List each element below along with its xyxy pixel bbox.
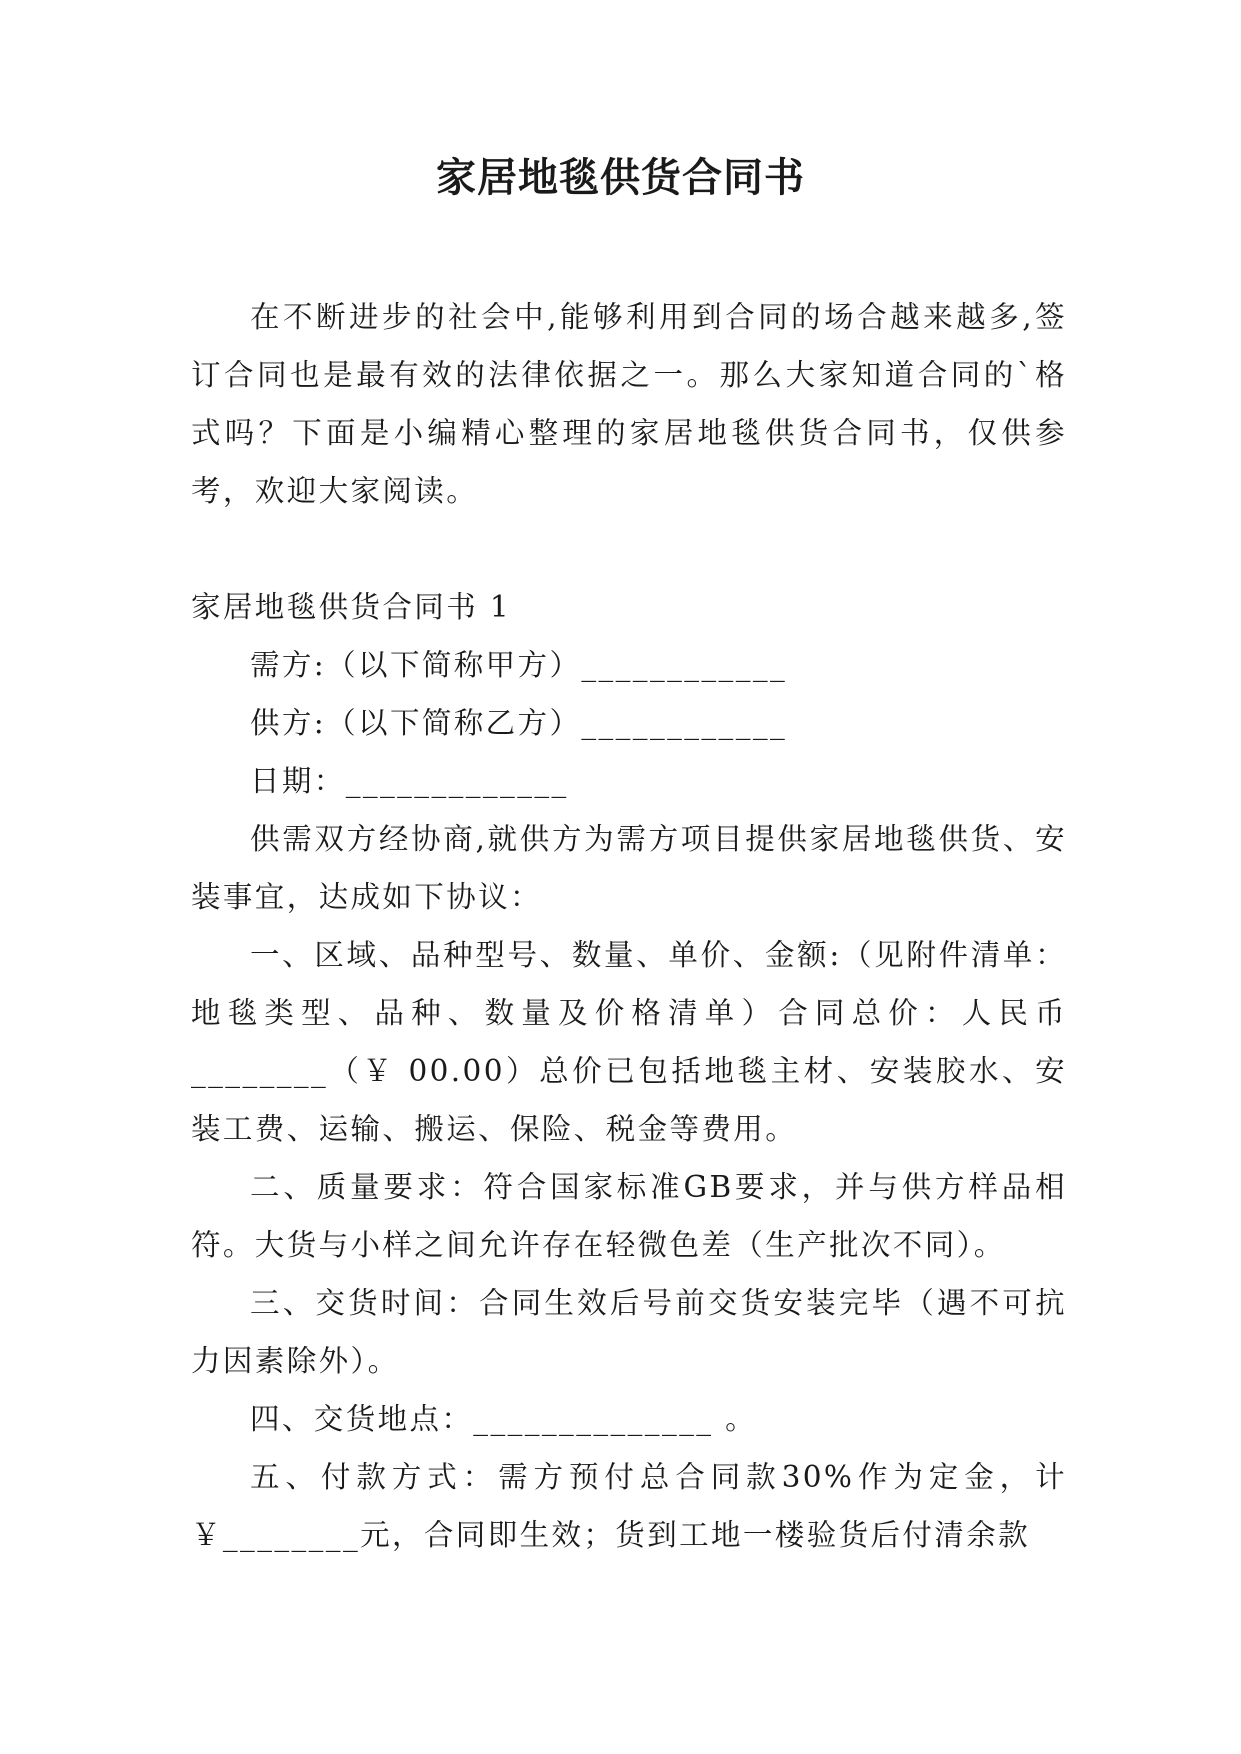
clause-5: 五、付款方式：需方预付总合同款30%作为定金，计￥________元，合同即生效；货到工地一楼验货后付清余款 bbox=[191, 1460, 1067, 1552]
document-body bbox=[191, 288, 1067, 1564]
clause-4: 四、交货地点：______________ 。 bbox=[250, 1402, 758, 1436]
paragraph-gap bbox=[191, 520, 1067, 578]
document-title: 家居地毯供货合同书 bbox=[436, 154, 805, 201]
clause-2: 二、质量要求：符合国家标准GB要求，并与供方样品相符。大货与小样之间允许存在轻微色差（生产批次不同）。 bbox=[191, 1170, 1067, 1262]
clause-1: 一、区域、品种型号、数量、单价、金额:（见附件清单：地毯类型、品种、数量及价格清单）合同总价：人民币________（￥ 00.00）总价已包括地毯主材、安装胶水、安装工费、运输、搬运、保险、税金等费用。 bbox=[191, 938, 1067, 1146]
clause-3: 三、交货时间：合同生效后号前交货安装完毕（遇不可抗力因素除外）。 bbox=[191, 1286, 1067, 1378]
intro-paragraph: 在不断进步的社会中,能够利用到合同的场合越来越多,签订合同也是最有效的法律依据之一。那么大家知道合同的`格式吗？下面是小编精心整理的家居地毯供货合同书，仅供参考，欢迎大家阅读。 bbox=[191, 300, 1067, 508]
section-heading: 家居地毯供货合同书 1 bbox=[191, 590, 512, 624]
party-b-line: 供方:（以下简称乙方）____________ bbox=[250, 706, 788, 740]
preamble-paragraph: 供需双方经协商,就供方为需方项目提供家居地毯供货、安装事宜，达成如下协议： bbox=[191, 822, 1067, 914]
party-a-line: 需方:（以下简称甲方）____________ bbox=[250, 648, 788, 682]
date-line: 日期：_____________ bbox=[250, 764, 569, 798]
